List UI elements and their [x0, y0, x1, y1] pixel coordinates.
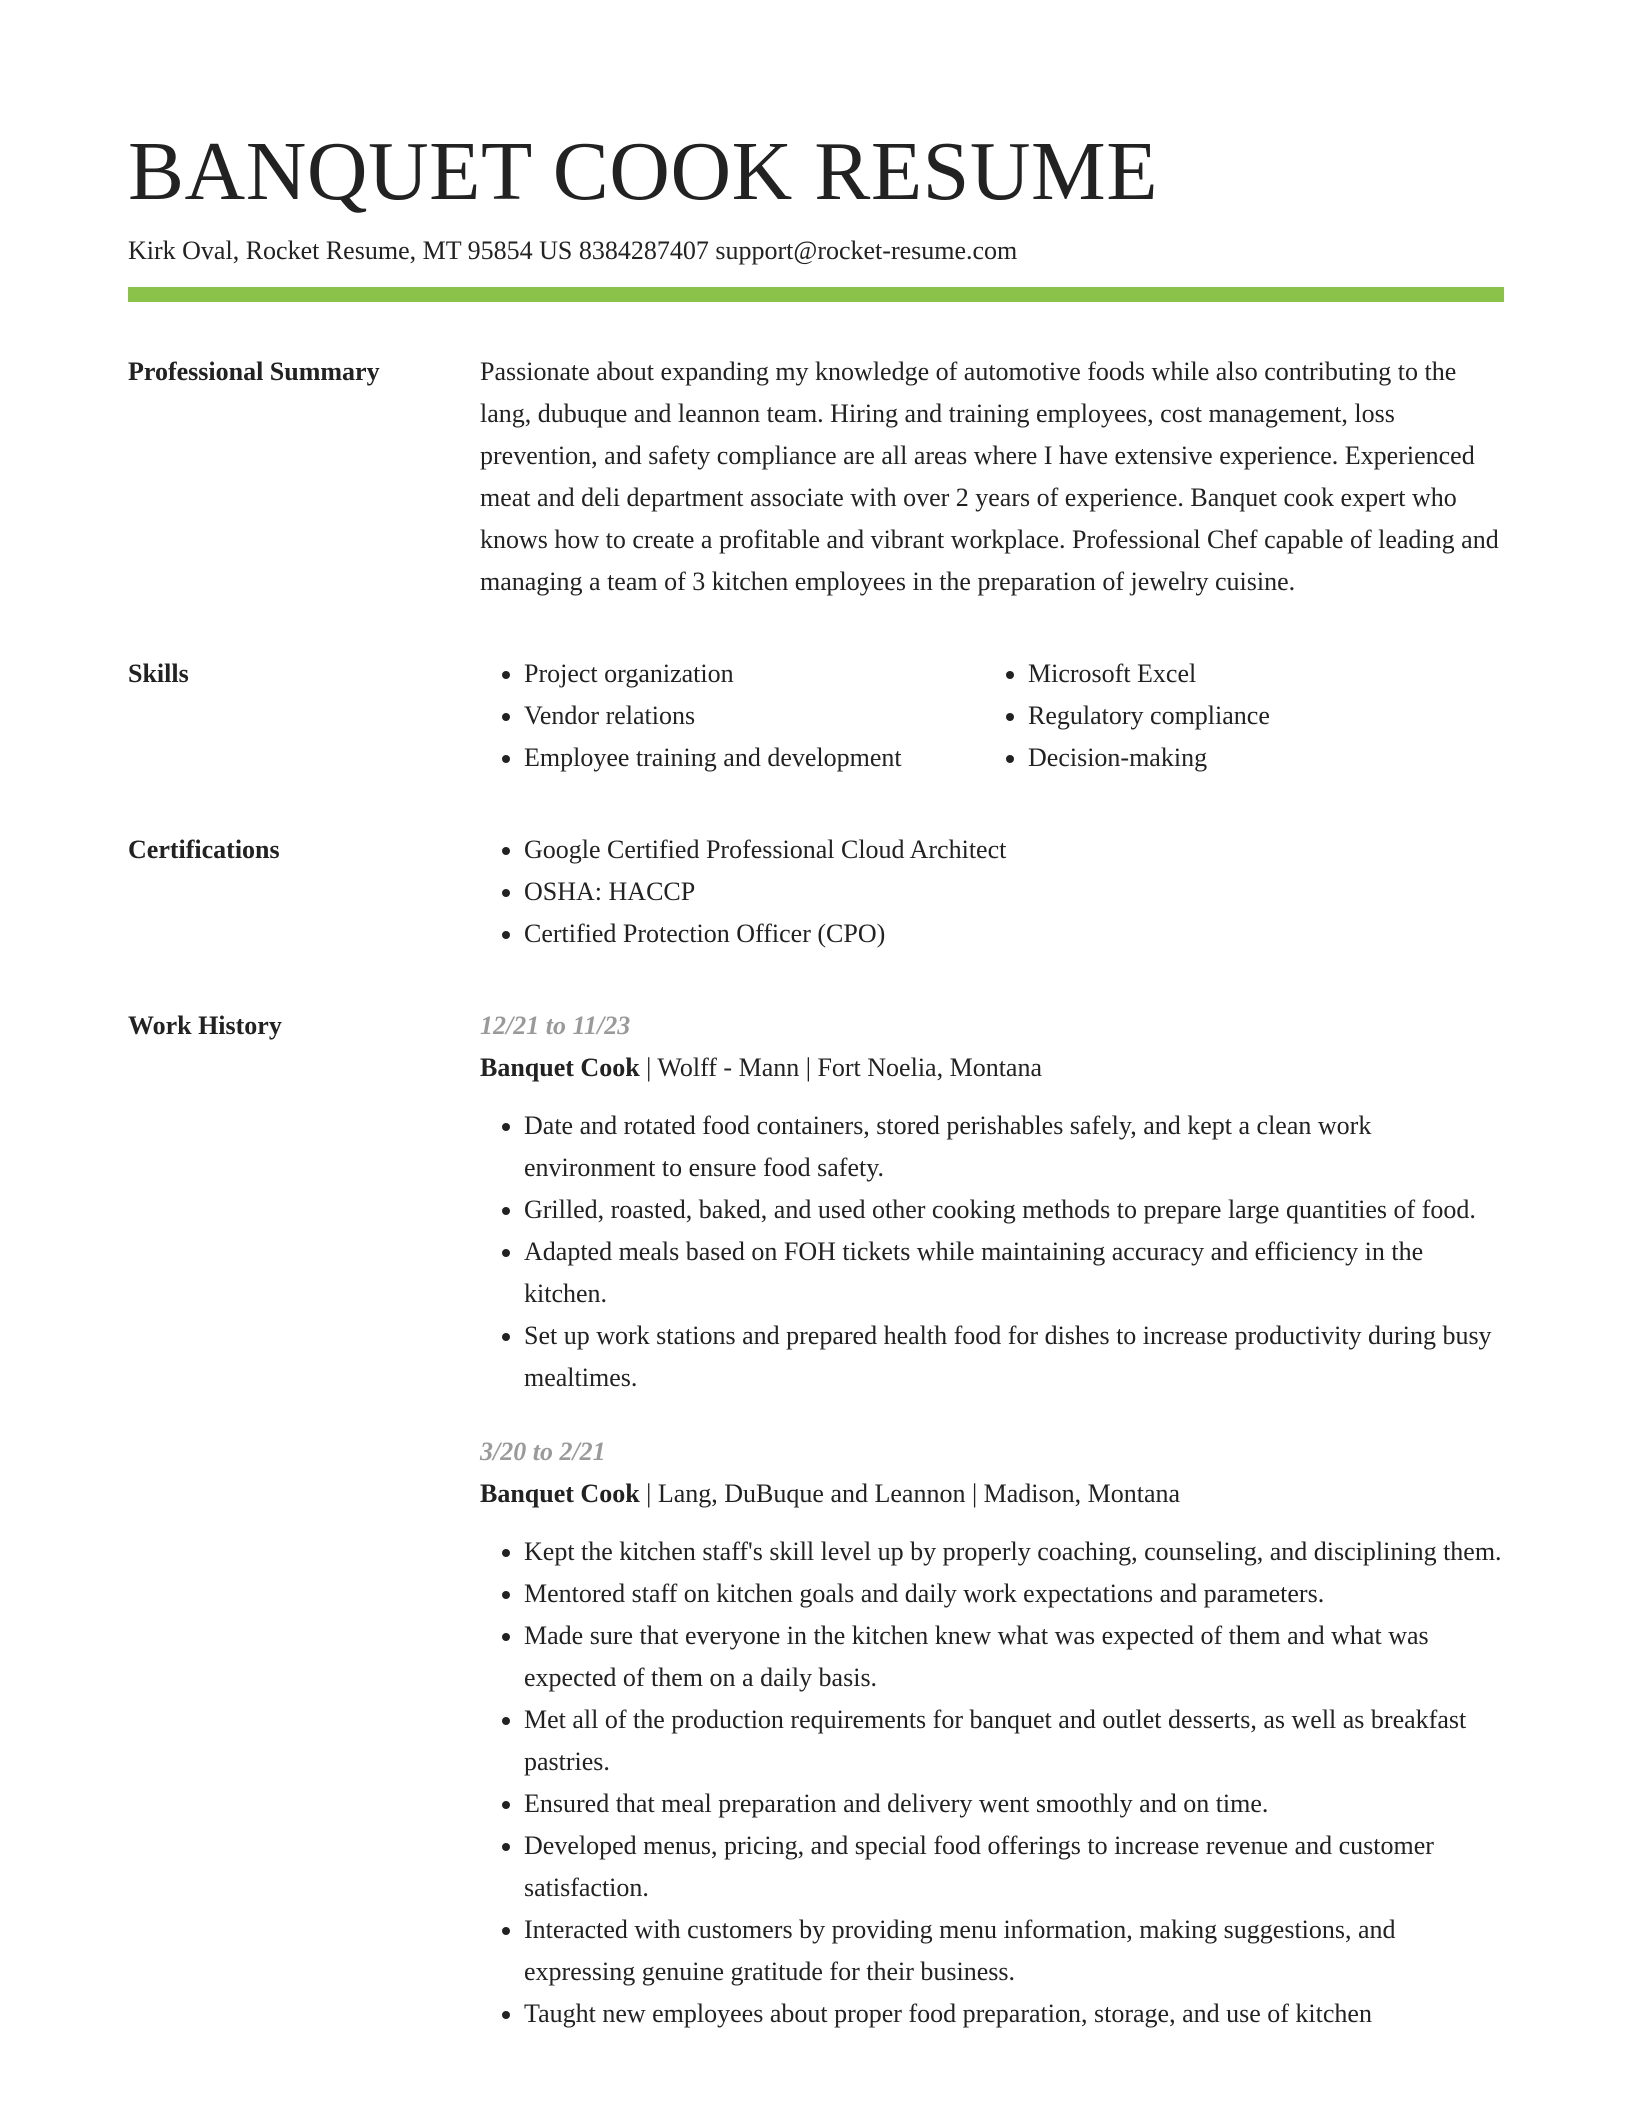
duty-item: • Made sure that everyone in the kitchen knew what was expected of them and what was expected of them on a daily basis.	[524, 1615, 1504, 1699]
duty-item: • Interacted with customers by providing menu information, making suggestions, and expressing genuine gratitude for their business.	[524, 1909, 1504, 1993]
skills-grid	[480, 653, 1504, 779]
section-skills	[128, 653, 1504, 779]
job-title: Banquet Cook	[480, 1479, 640, 1508]
duty-item: • Developed menus, pricing, and special food offerings to increase revenue and customer satisfaction.	[524, 1825, 1504, 1909]
resume-page	[128, 124, 1504, 2035]
contact-info: Kirk Oval, Rocket Resume, MT 95854 US 8384287407 support@rocket-resume.com	[128, 236, 1018, 265]
section-label: Work History	[128, 1011, 282, 1040]
accent-divider	[128, 287, 1504, 302]
duty-item: • Mentored staff on kitchen goals and daily work expectations and parameters.	[524, 1573, 1504, 1615]
resume-title: BANQUET COOK RESUME	[128, 125, 1159, 218]
skill-item: • Vendor relations	[524, 695, 984, 737]
duty-item: • Set up work stations and prepared health food for dishes to increase productivity during busy mealtimes.	[524, 1315, 1504, 1399]
duty-item: • Kept the kitchen staff's skill level up by properly coaching, counseling, and disciplining them.	[524, 1531, 1504, 1573]
duty-item: • Ensured that meal preparation and delivery went smoothly and on time.	[524, 1783, 1504, 1825]
certification-list	[480, 829, 1504, 955]
job-employer-location: | Wolff - Mann | Fort Noelia, Montana	[639, 1053, 1043, 1082]
summary-text: Passionate about expanding my knowledge of automotive foods while also contributing to the lang, dubuque and leannon team. Hiring and training employees, cost management, loss prevention, and safety compliance are all areas where I have extensive experience. Experienced meat and deli department associate with over 2 years of experience. Banquet cook expert who knows how to create a profitable and vibrant workplace. Professional Chef capable of leading and managing a team of 3 kitchen employees in the preparation of jewelry cuisine.	[480, 357, 1499, 596]
section-certifications	[128, 829, 1504, 955]
job-heading	[480, 1473, 1504, 1515]
skill-item: • Regulatory compliance	[1028, 695, 1504, 737]
section-body	[480, 1005, 1504, 2035]
skill-item: • Microsoft Excel	[1028, 653, 1504, 695]
certification-item: • OSHA: HACCP	[524, 871, 1504, 913]
skill-item: • Employee training and development	[524, 737, 984, 779]
section-work-history	[128, 1005, 1504, 2035]
skills-column	[480, 653, 984, 779]
section-body	[480, 351, 1504, 603]
section-body	[480, 829, 1504, 955]
duty-item: • Grilled, roasted, baked, and used other cooking methods to prepare large quantities of food.	[524, 1189, 1504, 1231]
duty-item: • Taught new employees about proper food preparation, storage, and use of kitchen	[524, 1993, 1504, 2035]
job-title: Banquet Cook	[480, 1053, 640, 1082]
job-employer-location: | Lang, DuBuque and Leannon | Madison, Montana	[639, 1479, 1181, 1508]
skills-column	[984, 653, 1504, 779]
job-duties	[480, 1105, 1504, 1399]
certification-item: • Certified Protection Officer (CPO)	[524, 913, 1504, 955]
job-entry	[480, 1431, 1504, 2035]
section-label: Skills	[128, 659, 189, 688]
job-duties	[480, 1531, 1504, 2035]
job-heading	[480, 1047, 1504, 1089]
certification-item: • Google Certified Professional Cloud Architect	[524, 829, 1504, 871]
skill-item: • Decision-making	[1028, 737, 1504, 779]
section-label: Certifications	[128, 835, 280, 864]
job-dates: 12/21 to 11/23	[480, 1011, 631, 1040]
section-professional-summary	[128, 351, 1504, 603]
section-label: Professional Summary	[128, 357, 380, 386]
duty-item: • Date and rotated food containers, stored perishables safely, and kept a clean work environment to ensure food safety.	[524, 1105, 1504, 1189]
job-entry	[480, 1005, 1504, 1399]
job-dates: 3/20 to 2/21	[480, 1437, 606, 1466]
duty-item: • Met all of the production requirements for banquet and outlet desserts, as well as breakfast pastries.	[524, 1699, 1504, 1783]
skill-item: • Project organization	[524, 653, 984, 695]
duty-item: • Adapted meals based on FOH tickets while maintaining accuracy and efficiency in the kitchen.	[524, 1231, 1504, 1315]
